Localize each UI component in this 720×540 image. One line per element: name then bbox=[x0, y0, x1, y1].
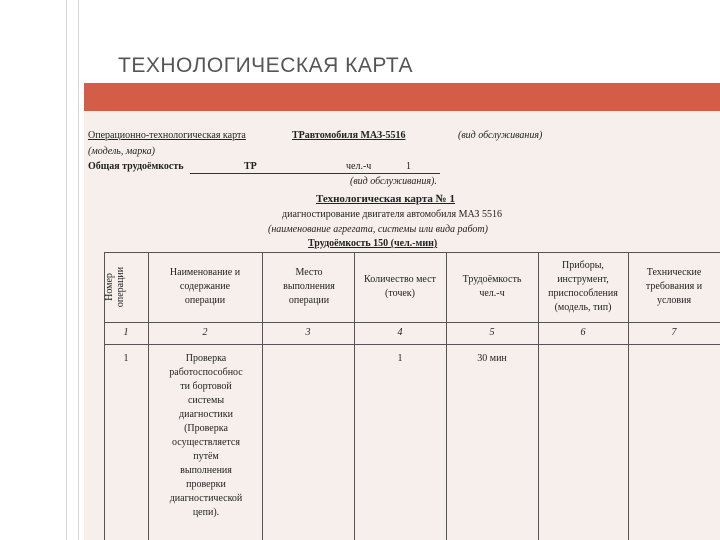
total-labor-label: Общая трудоёмкость bbox=[88, 161, 184, 172]
header-op-name: Наименование и содержание операции bbox=[169, 267, 241, 306]
model-hint: (модель, марка) bbox=[88, 146, 156, 157]
total-labor-unit: чел.-ч bbox=[346, 161, 372, 172]
total-labor-type: ТР bbox=[244, 161, 257, 172]
card-title: Технологическая карта № 1 bbox=[316, 193, 455, 205]
row-op-name: Проверка работоспособнос ти бортовой системы диагностики (Проверка осуществляется путём выполнения проверки диагностической цепи). bbox=[169, 353, 243, 518]
col-number-2: 2 bbox=[202, 327, 208, 338]
col-divider bbox=[148, 252, 149, 540]
col-number-4: 4 bbox=[397, 327, 403, 338]
total-labor-underline bbox=[190, 173, 440, 174]
slide-rule-2 bbox=[78, 0, 79, 540]
col-number-1: 1 bbox=[123, 327, 129, 338]
service-type-hint: (вид обслуживания) bbox=[458, 130, 543, 141]
row-op-tools bbox=[538, 352, 628, 366]
col-number-7: 7 bbox=[671, 327, 677, 338]
header-op-requirements: Технические требования и условия bbox=[645, 267, 703, 306]
col-number-6: 6 bbox=[580, 327, 586, 338]
card-subject: диагностирование двигателя автомобиля МАЗ 5516 bbox=[282, 209, 502, 220]
col-divider bbox=[628, 252, 629, 540]
col-divider bbox=[354, 252, 355, 540]
col-number-3: 3 bbox=[305, 327, 311, 338]
card-type-label: Операционно-технологическая карта bbox=[88, 130, 246, 141]
header-op-tools: Приборы, инструмент, приспособления (модель, тип) bbox=[548, 260, 618, 313]
col-divider bbox=[262, 252, 263, 540]
card-labor: Трудоёмкость 150 (чел.-мин) bbox=[308, 238, 438, 249]
total-labor-value: 1 bbox=[406, 161, 411, 172]
col-divider bbox=[446, 252, 447, 540]
header-op-labor: Трудоёмкость чел.-ч bbox=[462, 274, 522, 299]
col-number-5: 5 bbox=[489, 327, 495, 338]
vehicle-model: ТРавтомобиля МАЗ-5516 bbox=[292, 130, 406, 141]
header-op-number: Номер операции bbox=[104, 266, 126, 308]
row-op-labor: 30 мин bbox=[477, 353, 507, 364]
slide-rule-1 bbox=[66, 0, 67, 540]
row-op-count: 1 bbox=[397, 353, 403, 364]
col-divider bbox=[538, 252, 539, 540]
service-type-hint-2: (вид обслуживания). bbox=[350, 176, 437, 187]
header-op-count: Количество мест (точек) bbox=[364, 274, 436, 299]
header-op-place: Место выполнения операции bbox=[283, 267, 335, 306]
row-op-place bbox=[262, 352, 354, 366]
row-op-number: 1 bbox=[123, 353, 129, 364]
card-subject-hint: (наименование агрегата, системы или вида работ) bbox=[268, 224, 488, 235]
row-op-requirements bbox=[628, 352, 720, 366]
page-title: ТЕХНОЛОГИЧЕСКАЯ КАРТА bbox=[118, 54, 414, 77]
header-band bbox=[84, 83, 720, 111]
